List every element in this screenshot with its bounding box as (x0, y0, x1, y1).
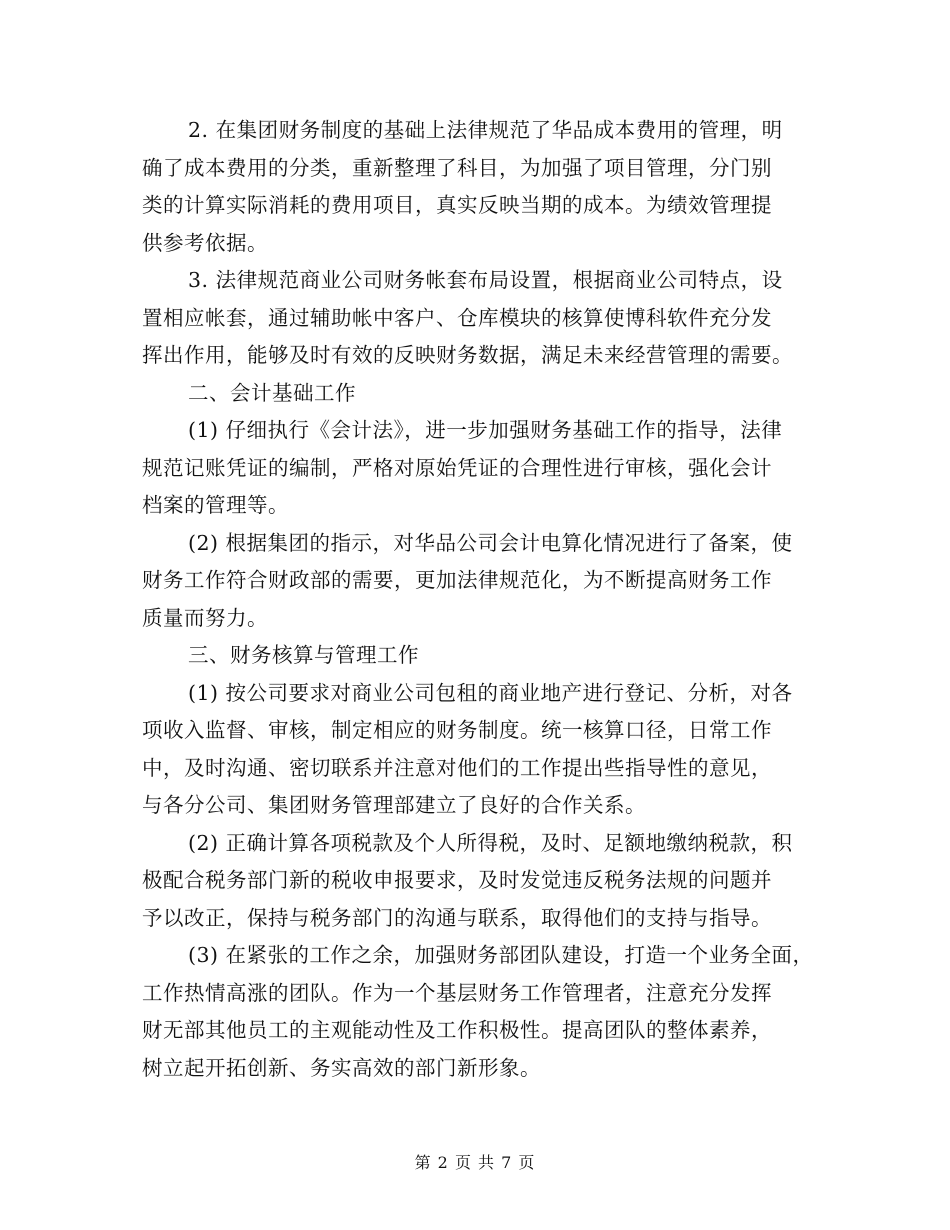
paragraph (142, 412, 822, 525)
document-body (142, 112, 822, 1087)
text-line: 类的计算实际消耗的费用项目，真实反映当期的成本。为绩效管理提 (142, 193, 772, 217)
text-line: 项收入监督、审核，制定相应的财务制度。统一核算口径，日常工作 (142, 718, 772, 742)
text-line: (1) 按公司要求对商业公司包租的商业地产进行登记、分析，对各 (188, 680, 793, 705)
paragraph (142, 937, 822, 1087)
text-line: 置相应帐套，通过辅助帐中客户、仓库模块的核算使博科软件充分发 (142, 305, 772, 330)
text-line: 质量而努力。 (142, 605, 268, 630)
total-page-count: 7 (501, 1153, 513, 1172)
text-line: 与各分公司、集团财务管理部建立了良好的合作关系。 (142, 793, 646, 817)
text-line: 予以改正，保持与税务部门的沟通与联系，取得他们的支持与指导。 (142, 905, 772, 930)
text-line: 确了成本费用的分类，重新整理了科目，为加强了项目管理，分门别 (142, 155, 772, 180)
paragraph (142, 675, 822, 825)
paragraph (142, 525, 822, 638)
text-line: (1) 仔细执行《会计法》，进一步加强财务基础工作的指导，法律 (188, 418, 783, 442)
text-line: 2. 在集团财务制度的基础上法律规范了华品成本费用的管理，明 (188, 118, 783, 142)
text-line: 工作热情高涨的团队。作为一个基层财务工作管理者，注意充分发挥 (142, 980, 772, 1005)
text-line: (2) 根据集团的指示，对华品公司会计电算化情况进行了备案，使 (188, 530, 793, 555)
paragraph (142, 825, 822, 938)
section-heading (142, 637, 822, 675)
text-line: 二、会计基础工作 (188, 380, 356, 405)
paragraph (142, 262, 822, 375)
text-line: 财无部其他员工的主观能动性及工作积极性。提高团队的整体素养， (142, 1018, 772, 1042)
footer-label-suffix: 页 (518, 1153, 536, 1172)
text-line: 极配合税务部门新的税收申报要求，及时发觉违反税务法规的问题并 (142, 868, 772, 892)
page-footer (0, 1150, 950, 1173)
text-line: 规范记账凭证的编制，严格对原始凭证的合理性进行审核，强化会计 (142, 455, 772, 480)
text-line: (3) 在紧张的工作之余，加强财务部团队建设，打造一个业务全面， (188, 943, 814, 967)
footer-label-prefix: 第 (414, 1153, 432, 1172)
text-line: 三、财务核算与管理工作 (188, 643, 419, 667)
text-line: 中，及时沟通、密切联系并注意对他们的工作提出些指导性的意见， (142, 755, 772, 780)
text-line: 供参考依据。 (142, 230, 268, 255)
text-line: 树立起开拓创新、务实高效的部门新形象。 (142, 1055, 541, 1080)
text-line: 挥出作用，能够及时有效的反映财务数据，满足未来经营管理的需要。 (142, 343, 793, 367)
text-line: 财务工作符合财政部的需要，更加法律规范化，为不断提高财务工作 (142, 568, 772, 592)
text-line: 档案的管理等。 (142, 493, 289, 517)
paragraph (142, 112, 822, 262)
section-heading (142, 375, 822, 413)
text-line: (2) 正确计算各项税款及个人所得税，及时、足额地缴纳税款，积 (188, 830, 793, 855)
footer-label-middle: 页 共 (454, 1153, 496, 1172)
text-line: 3. 法律规范商业公司财务帐套布局设置，根据商业公司特点，设 (188, 268, 783, 292)
current-page-number: 2 (437, 1153, 449, 1172)
